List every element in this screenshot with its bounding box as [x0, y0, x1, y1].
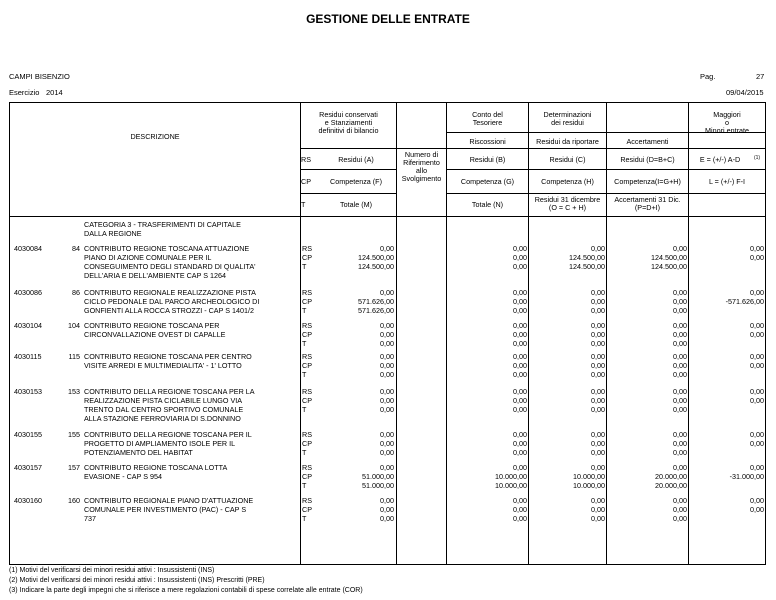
value-cell: 0,00	[380, 514, 394, 523]
value-cell: 0,00	[673, 361, 687, 370]
value-cell: 0,00	[750, 361, 764, 370]
row-type-cp: CP	[302, 472, 312, 481]
row-type-t: T	[302, 262, 307, 271]
row-values-c	[529, 463, 605, 490]
value-cell: 124.500,00	[569, 262, 605, 271]
row-values-e	[689, 244, 764, 271]
row-description-line: CIRCONVALLAZIONE OVEST DI CAPALLE	[84, 330, 226, 339]
row-values-b	[447, 496, 527, 523]
value-cell	[689, 448, 764, 457]
value-cell	[689, 405, 764, 414]
row-description	[84, 463, 298, 481]
value-cell: 20.000,00	[655, 481, 687, 490]
value-cell: 0,00	[591, 352, 605, 361]
value-cell: 0,00	[591, 505, 605, 514]
row-type-rs: RS	[302, 430, 312, 439]
row-description-line: EVASIONE - CAP S 954	[84, 472, 163, 481]
value-cell: 0,00	[380, 396, 394, 405]
value-cell: 0,00	[673, 496, 687, 505]
value-cell: 0,00	[380, 405, 394, 414]
row-type-t: T	[302, 448, 307, 457]
value-cell: 0,00	[513, 352, 527, 361]
value-cell: 0,00	[750, 496, 764, 505]
value-cell: 51.000,00	[362, 472, 394, 481]
row-description-line: CONTRIBUTO REGIONALE REALIZZAZIONE PISTA	[84, 288, 256, 297]
row-values-d	[607, 430, 687, 457]
row-description-line: REALIZZAZIONE PISTA CICLABILE LUNGO VIA	[84, 396, 243, 405]
row-type-cp: CP	[302, 253, 312, 262]
row-values-c	[529, 321, 605, 348]
row-description-line: CONTRIBUTO REGIONE TOSCANA ATTUAZIONE	[84, 244, 250, 253]
value-cell: 0,00	[513, 448, 527, 457]
header-rs: RS	[301, 155, 311, 164]
row-description-line: DELL'ARIA E DELL'AMBIENTE CAP S 1264	[84, 271, 227, 280]
row-type-labels	[302, 430, 316, 457]
row-values-b	[447, 352, 527, 379]
row-values-a	[316, 463, 394, 490]
row-description-line: COMUNALE PER INVESTIMENTO (PAC) - CAP S	[84, 505, 247, 514]
value-cell: 20.000,00	[655, 472, 687, 481]
row-number: 160	[68, 496, 80, 505]
value-cell: 0,00	[513, 262, 527, 271]
row-type-labels	[302, 244, 316, 271]
header-l-formula: L = (+/-) F-I	[708, 177, 746, 186]
row-description	[84, 321, 298, 339]
value-cell: 0,00	[750, 244, 764, 253]
row-number: 157	[68, 463, 80, 472]
row-number: 115	[68, 352, 80, 361]
value-cell: 0,00	[380, 321, 394, 330]
row-values-d	[607, 463, 687, 490]
value-cell: 0,00	[673, 448, 687, 457]
value-cell: 0,00	[513, 297, 527, 306]
value-cell	[689, 339, 764, 348]
report-date: 09/04/2015	[726, 88, 764, 97]
row-code: 4030115	[14, 352, 42, 361]
row-values-e	[689, 321, 764, 348]
row-description-line: 737	[84, 514, 96, 523]
value-cell: 0,00	[591, 396, 605, 405]
page-title: GESTIONE DELLE ENTRATE	[306, 12, 470, 26]
value-cell: 0,00	[591, 496, 605, 505]
value-cell: 0,00	[673, 297, 687, 306]
value-cell: 0,00	[591, 370, 605, 379]
value-cell: 0,00	[750, 330, 764, 339]
row-description-line: CONTRIBUTO DELLA REGIONE TOSCANA PER LA	[84, 387, 255, 396]
row-values-a	[316, 430, 394, 457]
row-type-labels	[302, 387, 316, 414]
row-type-cp: CP	[302, 361, 312, 370]
header-residui-c: Residui (C)	[549, 155, 586, 164]
value-cell: 0,00	[591, 288, 605, 297]
value-cell: 0,00	[380, 387, 394, 396]
value-cell: 0,00	[673, 505, 687, 514]
row-values-b	[447, 430, 527, 457]
value-cell: 124.500,00	[651, 253, 687, 262]
value-cell: 0,00	[513, 496, 527, 505]
row-values-a	[316, 352, 394, 379]
value-cell: 0,00	[591, 297, 605, 306]
row-values-a	[316, 288, 394, 315]
row-type-cp: CP	[302, 297, 312, 306]
row-description	[84, 244, 298, 280]
row-values-d	[607, 321, 687, 348]
value-cell: 0,00	[513, 330, 527, 339]
header-determinazioni: Determinazioni dei residui	[543, 110, 592, 127]
col-divider-desc	[300, 103, 301, 564]
header-residui-riportare: Residui da riportare	[536, 137, 599, 146]
value-cell: 0,00	[513, 387, 527, 396]
value-cell: 0,00	[380, 352, 394, 361]
row-description-line: CONTRIBUTO REGIONE TOSCANA PER	[84, 321, 220, 330]
row-values-b	[447, 463, 527, 490]
header-totale-m: Totale (M)	[340, 200, 372, 209]
row-values-a	[316, 496, 394, 523]
value-cell: 0,00	[380, 430, 394, 439]
value-cell: 0,00	[673, 405, 687, 414]
header-competenza-i: Competenza(I=G+H)	[614, 177, 681, 186]
header-numero-riferimento: Numero di Riferimento allo Svolgimento	[401, 150, 442, 183]
row-values-c	[529, 496, 605, 523]
row-description	[84, 288, 298, 315]
row-number: 86	[72, 288, 80, 297]
row-values-b	[447, 288, 527, 315]
value-cell: 0,00	[750, 321, 764, 330]
row-values-c	[529, 288, 605, 315]
value-cell: 0,00	[591, 439, 605, 448]
footnote-2: (2) Motivi del verificarsi dei minori residui attivi : Insussistenti (INS) Prescritti (PRE)	[9, 577, 265, 584]
value-cell: 0,00	[380, 288, 394, 297]
value-cell: 0,00	[591, 448, 605, 457]
value-cell: 0,00	[673, 514, 687, 523]
value-cell: 0,00	[673, 439, 687, 448]
value-cell: 10.000,00	[573, 472, 605, 481]
value-cell: 0,00	[380, 339, 394, 348]
row-description	[84, 387, 298, 423]
value-cell: 0,00	[673, 352, 687, 361]
row-type-labels	[302, 321, 316, 348]
value-cell: 0,00	[750, 396, 764, 405]
value-cell: 124.500,00	[569, 253, 605, 262]
value-cell: 0,00	[673, 330, 687, 339]
row-type-t: T	[302, 405, 307, 414]
header-cp: CP	[301, 177, 311, 186]
value-cell: 0,00	[750, 439, 764, 448]
value-cell: 10.000,00	[495, 472, 527, 481]
value-cell: 0,00	[380, 463, 394, 472]
row-values-d	[607, 244, 687, 271]
row-description-line: VISITE ARREDI E MULTIMEDIALITA' - 1' LOTTO	[84, 361, 242, 370]
value-cell: 0,00	[591, 361, 605, 370]
row-description	[84, 430, 298, 457]
page-number: 27	[756, 72, 765, 81]
value-cell: 0,00	[513, 405, 527, 414]
row-code: 4030160	[14, 496, 42, 505]
value-cell: 0,00	[591, 405, 605, 414]
row-values-d	[607, 387, 687, 414]
value-cell: 0,00	[591, 463, 605, 472]
row-values-a	[316, 387, 394, 414]
row-values-c	[529, 352, 605, 379]
row-number: 84	[72, 244, 80, 253]
value-cell: 0,00	[513, 463, 527, 472]
header-t: T	[301, 200, 306, 209]
row-code: 4030157	[14, 463, 42, 472]
row-type-t: T	[302, 339, 307, 348]
value-cell: 51.000,00	[362, 481, 394, 490]
value-cell: 0,00	[513, 361, 527, 370]
header-conto-tesoriere: Conto del Tesoriere	[472, 110, 503, 127]
header-riscossioni: Riscossioni	[469, 137, 506, 146]
header-competenza-h: Competenza (H)	[541, 177, 594, 186]
value-cell: 0,00	[380, 439, 394, 448]
row-type-rs: RS	[302, 244, 312, 253]
value-cell	[689, 306, 764, 315]
value-cell: 0,00	[513, 288, 527, 297]
row-description-line: CONTRIBUTO REGIONALE PIANO D'ATTUAZIONE	[84, 496, 254, 505]
category-title: CATEGORIA 3 - TRASFERIMENTI DI CAPITALE DALLA REGIONE	[84, 220, 241, 238]
row-type-cp: CP	[302, 505, 312, 514]
row-values-e	[689, 288, 764, 315]
header-residui-d: Residui (D=B+C)	[620, 155, 675, 164]
value-cell: 10.000,00	[573, 481, 605, 490]
page-label: Pag.	[700, 72, 716, 81]
row-description-line: CONTRIBUTO REGIONE TOSCANA LOTTA	[84, 463, 228, 472]
value-cell: 0,00	[673, 396, 687, 405]
value-cell: 0,00	[380, 244, 394, 253]
value-cell: 0,00	[513, 253, 527, 262]
header-residui-a: Residui (A)	[338, 155, 374, 164]
row-values-c	[529, 430, 605, 457]
row-description-line: PIANO DI AZIONE COMUNALE PER IL	[84, 253, 212, 262]
row-type-t: T	[302, 514, 307, 523]
value-cell: 0,00	[673, 321, 687, 330]
row-description	[84, 496, 298, 523]
row-values-e	[689, 463, 764, 490]
header-e-formula: E = (+/-) A-D	[699, 155, 741, 164]
value-cell: 0,00	[513, 439, 527, 448]
value-cell: 0,00	[591, 244, 605, 253]
esercizio-year: 2014	[46, 88, 63, 97]
row-description	[84, 352, 298, 370]
value-cell: 0,00	[591, 387, 605, 396]
value-cell: 0,00	[591, 321, 605, 330]
row-type-cp: CP	[302, 330, 312, 339]
row-type-labels	[302, 463, 316, 490]
value-cell: 0,00	[591, 330, 605, 339]
row-type-labels	[302, 288, 316, 315]
value-cell: 0,00	[750, 463, 764, 472]
row-values-a	[316, 244, 394, 271]
value-cell: 0,00	[750, 430, 764, 439]
value-cell: 0,00	[380, 330, 394, 339]
value-cell: 0,00	[673, 244, 687, 253]
value-cell: 0,00	[380, 361, 394, 370]
row-description-line: GONFIENTI ALLA ROCCA STROZZI - CAP S 1401/2	[84, 306, 255, 315]
row-number: 153	[68, 387, 80, 396]
value-cell: 0,00	[380, 505, 394, 514]
header-e-note: (1)	[753, 155, 761, 161]
value-cell	[689, 481, 764, 490]
value-cell: 10.000,00	[495, 481, 527, 490]
row-values-e	[689, 352, 764, 379]
header-totale-n: Totale (N)	[471, 200, 504, 209]
row-type-rs: RS	[302, 321, 312, 330]
value-cell: 571.626,00	[358, 306, 394, 315]
header-accertamenti: Accertamenti	[626, 137, 669, 146]
row-code: 4030153	[14, 387, 42, 396]
value-cell: 0,00	[750, 505, 764, 514]
value-cell: 0,00	[750, 253, 764, 262]
header-residui-31: Residui 31 dicembre (O = C + H)	[534, 195, 601, 212]
row-values-c	[529, 387, 605, 414]
row-number: 155	[68, 430, 80, 439]
value-cell: 0,00	[591, 514, 605, 523]
row-type-rs: RS	[302, 288, 312, 297]
row-values-d	[607, 352, 687, 379]
row-values-d	[607, 288, 687, 315]
row-values-e	[689, 387, 764, 414]
value-cell: 0,00	[513, 321, 527, 330]
value-cell: 0,00	[513, 244, 527, 253]
ente-name: CAMPI BISENZIO	[9, 72, 70, 81]
row-type-t: T	[302, 481, 307, 490]
row-code: 4030155	[14, 430, 42, 439]
row-type-labels	[302, 352, 316, 379]
row-description-line: CONSEGUIMENTO DEGLI STANDARD DI QUALITA'	[84, 262, 256, 271]
value-cell: 0,00	[591, 339, 605, 348]
header-descrizione: DESCRIZIONE	[130, 132, 180, 141]
row-description-line: CICLO PEDONALE DAL PARCO ARCHEOLOGICO DI	[84, 297, 260, 306]
header-competenza-g: Competenza (G)	[460, 177, 515, 186]
value-cell: -571.626,00	[725, 297, 764, 306]
footnote-3: (3) Indicare la parte degli impegni che si riferisce a mere regolazioni contabili di spese correlate alle entrate (COR)	[9, 587, 363, 594]
value-cell: 124.500,00	[651, 262, 687, 271]
row-code: 4030086	[14, 288, 42, 297]
row-description-line: CONTRIBUTO DELLA REGIONE TOSCANA PER IL	[84, 430, 252, 439]
header-residui-b: Residui (B)	[469, 155, 506, 164]
value-cell: 0,00	[673, 430, 687, 439]
value-cell: 0,00	[380, 448, 394, 457]
value-cell: 0,00	[591, 306, 605, 315]
value-cell: 0,00	[513, 430, 527, 439]
row-type-t: T	[302, 306, 307, 315]
header-maggiori: Maggiori o Minori entrate	[705, 110, 749, 135]
value-cell: -31.000,00	[729, 472, 764, 481]
row-values-a	[316, 321, 394, 348]
report-table	[9, 102, 766, 565]
header-competenza-f: Competenza (F)	[330, 177, 382, 186]
value-cell: 0,00	[673, 370, 687, 379]
value-cell: 0,00	[513, 339, 527, 348]
value-cell: 571.626,00	[358, 297, 394, 306]
row-code: 4030104	[14, 321, 42, 330]
row-type-rs: RS	[302, 352, 312, 361]
value-cell: 0,00	[513, 370, 527, 379]
value-cell: 124.500,00	[358, 253, 394, 262]
row-description-line: PROGETTO DI AMPLIAMENTO ISOLE PER IL	[84, 439, 236, 448]
value-cell: 0,00	[750, 352, 764, 361]
header-separator	[10, 216, 765, 217]
row-type-cp: CP	[302, 439, 312, 448]
row-type-labels	[302, 496, 316, 523]
row-values-d	[607, 496, 687, 523]
row-values-c	[529, 244, 605, 271]
value-cell: 0,00	[513, 396, 527, 405]
row-description-line: ALLA STAZIONE FERROVIARIA DI S.DONNINO	[84, 414, 241, 423]
value-cell: 0,00	[750, 387, 764, 396]
header-line-rs	[301, 148, 765, 149]
row-type-cp: CP	[302, 396, 312, 405]
value-cell	[689, 370, 764, 379]
value-cell: 0,00	[380, 370, 394, 379]
value-cell: 0,00	[380, 496, 394, 505]
value-cell: 0,00	[750, 288, 764, 297]
row-type-t: T	[302, 370, 307, 379]
row-type-rs: RS	[302, 387, 312, 396]
value-cell: 0,00	[591, 430, 605, 439]
value-cell: 0,00	[673, 288, 687, 297]
footnotes	[9, 566, 363, 596]
row-description-line: CONTRIBUTO REGIONE TOSCANA PER CENTRO	[84, 352, 252, 361]
row-values-e	[689, 496, 764, 523]
value-cell	[689, 514, 764, 523]
row-type-rs: RS	[302, 496, 312, 505]
row-values-b	[447, 244, 527, 271]
row-code: 4030084	[14, 244, 42, 253]
value-cell: 124.500,00	[358, 262, 394, 271]
value-cell	[689, 262, 764, 271]
row-values-e	[689, 430, 764, 457]
value-cell: 0,00	[513, 514, 527, 523]
value-cell: 0,00	[673, 387, 687, 396]
value-cell: 0,00	[673, 463, 687, 472]
header-residui-conservati: Residui conservati e Stanziamenti definitivi di bilancio	[318, 110, 379, 135]
row-description-line: TRENTO DAL CENTRO SPORTIVO COMUNALE	[84, 405, 244, 414]
value-cell: 0,00	[513, 505, 527, 514]
value-cell: 0,00	[673, 339, 687, 348]
row-values-b	[447, 387, 527, 414]
value-cell: 0,00	[673, 306, 687, 315]
row-values-b	[447, 321, 527, 348]
header-line-t	[301, 193, 396, 194]
header-line-cp	[301, 169, 396, 170]
header-accertamenti-31: Accertamenti 31 Dic. (P=D+I)	[614, 195, 681, 212]
row-number: 104	[68, 321, 80, 330]
row-type-rs: RS	[302, 463, 312, 472]
footnote-1: (1) Motivi del verificarsi dei minori residui attivi : Insussistenti (INS)	[9, 567, 215, 574]
row-description-line: POTENZIAMENTO DEL HABITAT	[84, 448, 193, 457]
esercizio-label: Esercizio	[9, 88, 40, 97]
value-cell: 0,00	[513, 306, 527, 315]
